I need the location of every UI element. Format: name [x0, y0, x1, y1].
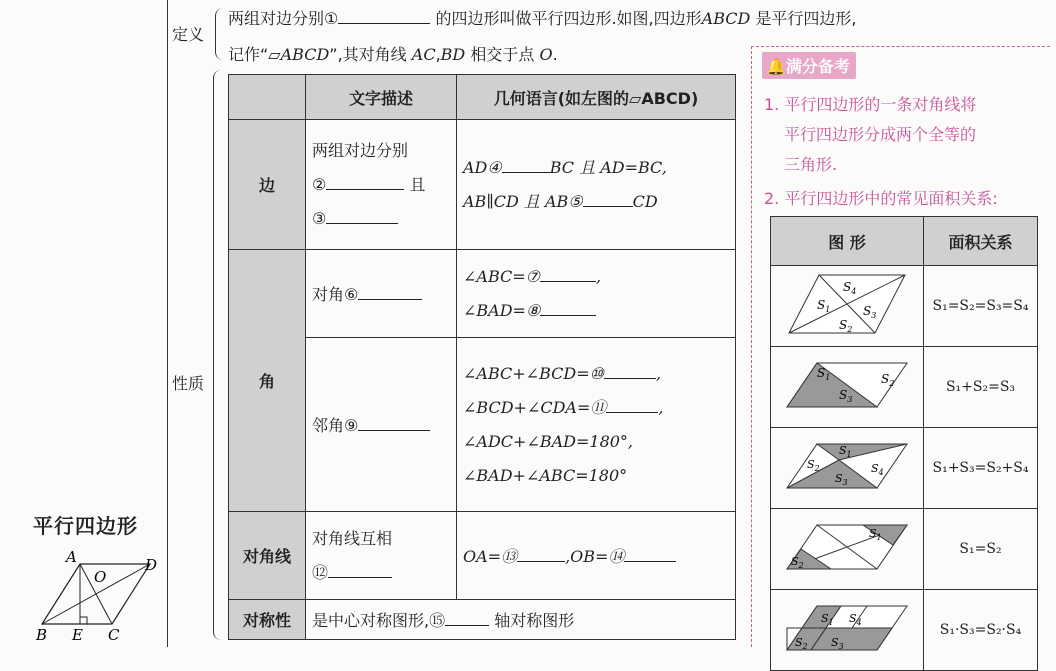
- blank-9: [358, 414, 430, 431]
- svg-text:S4: $S_4$: [843, 280, 857, 296]
- area-figure-3: [771, 428, 924, 509]
- svg-text:S1: $S_1$: [817, 366, 831, 382]
- svg-text:S3: $S_3$: [831, 636, 844, 651]
- vertex-d-label: D: [145, 556, 158, 574]
- adj-angle-geo: [457, 338, 736, 512]
- blank-4: [502, 156, 550, 173]
- svg-text:S1: $S_1$: [821, 612, 834, 627]
- point-e-label: E: [72, 626, 83, 643]
- definition-text: 的四边形叫做平行四边形.如图,四边形: [435, 9, 702, 28]
- blank-3: [326, 207, 398, 224]
- side-text: [306, 120, 457, 250]
- geo-text: ∠BCD+∠CDA=⑪: [463, 397, 607, 417]
- header-empty: [229, 75, 306, 120]
- divider-line: [167, 0, 168, 647]
- comma: ,: [655, 363, 662, 383]
- adj-geo-line: ∠ADC+∠BAD=180°,: [463, 431, 634, 451]
- category-angle: 角: [229, 250, 306, 512]
- properties-brace: [213, 70, 224, 640]
- svg-text:S3: $S_3$: [835, 472, 848, 487]
- svg-text:S3: $S_3$: [863, 304, 877, 320]
- vertex-b-label: B: [36, 626, 48, 643]
- definition-text: 两组对边分别①: [228, 9, 339, 28]
- tips-tag-label: 满分备考: [785, 57, 850, 76]
- geo-text: OA=⑬: [463, 547, 518, 566]
- row-diagonal: [229, 512, 736, 600]
- blank-10: [604, 362, 656, 379]
- category-diagonal: 对角线: [229, 512, 306, 600]
- opp-text: 对角⑥: [312, 285, 359, 304]
- symmetry-text: [306, 600, 736, 640]
- blank-8: [540, 299, 596, 316]
- area-relation-4: S₁=S₂: [924, 509, 1038, 590]
- blank-15: [445, 609, 489, 626]
- geo-text: ∠ABC=⑦: [463, 266, 541, 286]
- side-geo: [457, 120, 736, 250]
- area-row: [771, 347, 1038, 428]
- and: 且: [409, 174, 426, 194]
- definition-line-1: [228, 6, 857, 29]
- svg-text:S2: $S_2$: [839, 318, 853, 334]
- tip-point-1: 三角形.: [784, 155, 838, 174]
- header-text-desc: 文字描述: [306, 75, 457, 120]
- svg-text:S1: $S_1$: [817, 298, 831, 314]
- blank-14: [624, 545, 676, 562]
- point-o-label: O: [94, 568, 107, 586]
- blank-7: [540, 265, 596, 282]
- area-header-shape: 图 形: [771, 217, 924, 266]
- definition-text: ”,其对角线: [329, 45, 407, 64]
- bell-icon: 🔔: [766, 57, 786, 76]
- blank-6: [358, 283, 422, 300]
- definition-brace: [215, 8, 225, 60]
- period: .: [552, 45, 558, 64]
- area-row: [771, 509, 1038, 590]
- geo-text: ∠BAD=⑧: [463, 300, 541, 320]
- svg-text:S2: $S_2$: [807, 458, 820, 473]
- area-figure-5: [771, 590, 924, 671]
- diag-text-line: 对角线互相: [312, 528, 393, 548]
- blank-12: [328, 561, 392, 578]
- svg-text:S4: $S_4$: [871, 462, 884, 477]
- area-figure-4: [771, 509, 924, 590]
- area-figure-5-svg: [777, 598, 917, 658]
- diag-bd: BD: [440, 45, 466, 64]
- svg-text:S2: $S_2$: [791, 555, 804, 570]
- area-relation-1: S₁=S₂=S₃=S₄: [924, 266, 1038, 347]
- diag-text: [306, 512, 457, 600]
- row-side: [229, 120, 736, 250]
- side-text-line: [312, 168, 450, 202]
- blank-11: [606, 396, 658, 413]
- side-geo-line: [463, 151, 729, 185]
- definition-line-2: [228, 42, 558, 65]
- geo-text: AB∥CD 且 AB⑤: [463, 191, 583, 211]
- area-row: [771, 590, 1038, 671]
- area-relation-3: S₁+S₃=S₂+S₄: [924, 428, 1038, 509]
- svg-text:S3: $S_3$: [839, 388, 853, 404]
- blank-2: [326, 173, 404, 190]
- parallelogram-figure: [28, 548, 168, 643]
- section-title: 平行四边形: [33, 514, 138, 538]
- area-figure-2: [771, 347, 924, 428]
- adj-geo-line: ∠BAD+∠ABC=180°: [463, 465, 628, 485]
- vertex-a-label: A: [66, 548, 77, 566]
- svg-text:S1: $S_1$: [839, 444, 852, 459]
- area-figure-3-svg: [777, 436, 917, 496]
- adj-geo-line: [463, 357, 729, 391]
- tip-point-2: 2. 平行四边形中的常见面积关系:: [764, 189, 998, 208]
- num-12: ⑫: [312, 562, 329, 582]
- opp-angle-geo: [457, 250, 736, 338]
- area-relation-2: S₁+S₂=S₃: [924, 347, 1038, 428]
- area-figure-4-svg: [777, 517, 917, 577]
- area-table: [770, 216, 1038, 671]
- properties-label: 性质: [172, 374, 205, 393]
- area-row: [771, 266, 1038, 347]
- diag-text-line: [312, 556, 450, 590]
- category-side: 边: [229, 120, 306, 250]
- area-figure-2-svg: [777, 355, 917, 415]
- comma: ,: [658, 397, 664, 417]
- diag-geo: [457, 512, 736, 600]
- geo-text: CD: [632, 191, 658, 211]
- definition-text: 是平行四边形,: [755, 9, 857, 28]
- diag-ac: AC: [411, 45, 436, 64]
- area-row: [771, 428, 1038, 509]
- svg-text:S2: $S_2$: [795, 636, 808, 651]
- comma: ,: [435, 45, 441, 64]
- side-text-line: 两组对边分别: [312, 140, 409, 160]
- sym-text: 轴对称图形: [494, 611, 575, 630]
- area-figure-1-svg: [777, 267, 917, 341]
- blank-1: [338, 7, 430, 24]
- properties-table: [228, 74, 736, 640]
- row-angle-opposite: [229, 250, 736, 338]
- comma: ,: [596, 266, 602, 286]
- tip-point-1: 平行四边形分成两个全等的: [784, 125, 977, 144]
- header-geo-lang: 几何语言(如左图的▱ABCD): [457, 75, 736, 120]
- opp-angle-text: [306, 250, 457, 338]
- svg-text:S1: $S_1$: [869, 527, 882, 542]
- definition-abcd: ABCD: [701, 9, 751, 28]
- row-angle-adjacent: [229, 338, 736, 512]
- vertex-c-label: C: [108, 626, 120, 643]
- opp-geo-line: [463, 294, 729, 328]
- definition-text: 记作“: [228, 45, 269, 64]
- opp-geo-line: [463, 260, 729, 294]
- tips-tag: [762, 52, 856, 79]
- definition-text: 相交于点: [470, 45, 535, 64]
- definition-label: 定义: [172, 25, 205, 44]
- adj-geo-line: [463, 391, 729, 425]
- category-symmetry: 对称性: [229, 600, 306, 640]
- side-text-line: [312, 202, 450, 236]
- geo-text: ∠ABC+∠BCD=⑩: [463, 363, 604, 383]
- notation: ▱ABCD: [268, 45, 330, 64]
- area-header-relation: 面积关系: [924, 217, 1038, 266]
- tip-point-1: 1. 平行四边形的一条对角线将: [764, 95, 977, 114]
- geo-text: AD④: [463, 157, 502, 177]
- adj-angle-text: [306, 338, 457, 512]
- adj-text: 邻角⑨: [312, 416, 359, 435]
- blank-5: [583, 190, 633, 207]
- area-relation-5: S₁·S₃=S₂·S₄: [924, 590, 1038, 671]
- svg-text:S2: $S_2$: [881, 372, 895, 388]
- sym-text: 是中心对称图形,⑮: [312, 611, 446, 630]
- area-figure-1: [771, 266, 924, 347]
- row-symmetry: [229, 600, 736, 640]
- geo-text: BC 且 AD=BC,: [549, 157, 667, 177]
- geo-text: ,OB=⑭: [565, 547, 625, 566]
- blank-13: [517, 545, 565, 562]
- num-2: ②: [312, 174, 327, 194]
- point-o: O: [539, 45, 553, 64]
- num-3: ③: [312, 208, 327, 228]
- side-geo-line: [463, 185, 729, 219]
- svg-text:S4: $S_4$: [849, 612, 862, 627]
